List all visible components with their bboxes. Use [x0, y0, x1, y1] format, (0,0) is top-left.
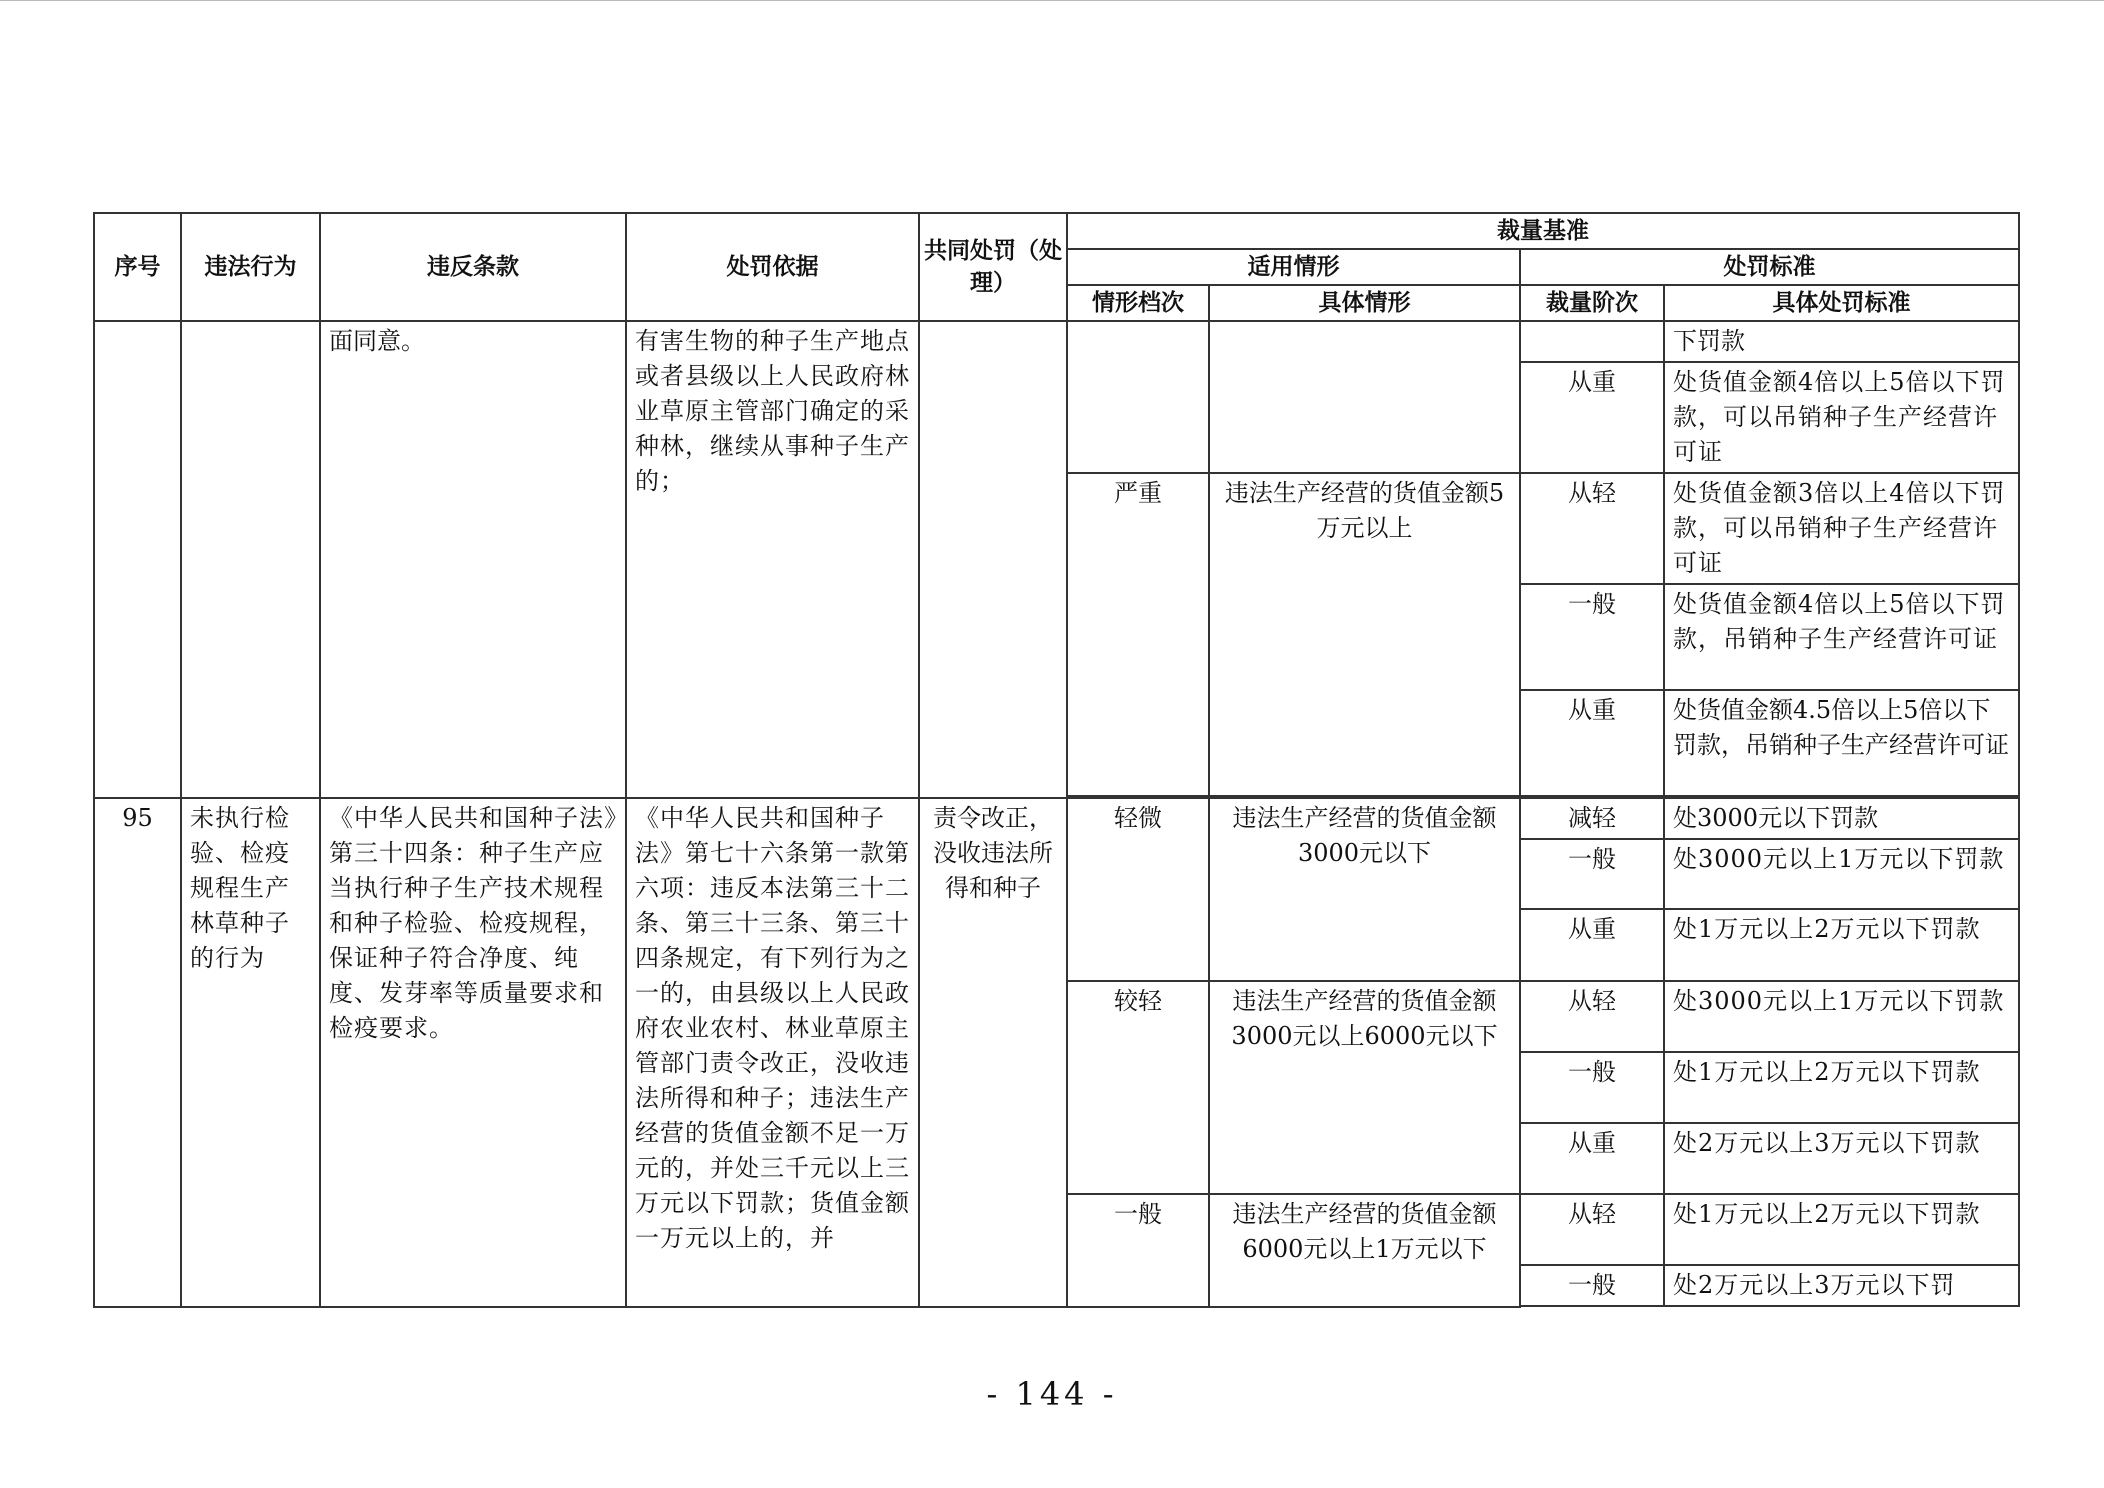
- row95-clause: 《中华人民共和国种子法》第三十四条：种子生产应当执行种子生产技术规程和种子检验、检疫规程，保证种子符合净度、纯度、发芽率等质量要求和检疫要求。: [320, 798, 626, 1307]
- row95-degree-3: 从重: [1520, 909, 1664, 981]
- cont-degree-cell-0: [1520, 321, 1664, 362]
- cont-penalty-cell-2: 处货值金额3倍以上4倍以下罚款，可以吊销种子生产经营许可证: [1664, 473, 2019, 584]
- row95-penalty-4: 处3000元以上1万元以下罚款: [1664, 981, 2019, 1052]
- row95-basis: 《中华人民共和国种子法》第七十六条第一款第六项：违反本法第三十二条、第三十三条、第三十四条规定，有下列行为之一的，由县级以上人民政府农业农村、林业草原主管部门责令改正，没收违法所得和种子；违法生产经营的货值金额不足一万元的，并处三千元以上三万元以下罚款；货值金额一万元以上的，并: [626, 798, 919, 1307]
- cont-penalty-cell-1: 处货值金额4倍以上5倍以下罚款，可以吊销种子生产经营许可证: [1664, 362, 2019, 473]
- row95-situation-minor: 违法生产经营的货值金额3000元以下: [1209, 798, 1520, 981]
- row95-penalty-2: 处3000元以上1万元以下罚款: [1664, 839, 2019, 909]
- row95-seq: 95: [94, 798, 181, 1307]
- cont-seq-cell: [94, 321, 181, 798]
- header-situation-level: 情形档次: [1067, 285, 1209, 321]
- cont-situation-cell: [1209, 321, 1520, 473]
- page-number: - 144 -: [986, 1375, 1118, 1413]
- header-seq: 序号: [94, 213, 181, 321]
- cont-level-cell: [1067, 321, 1209, 473]
- row95-level-lighter: 较轻: [1067, 981, 1209, 1194]
- header-basis: 处罚依据: [626, 213, 919, 321]
- row95-situation-general: 违法生产经营的货值金额6000元以上1万元以下: [1209, 1194, 1520, 1307]
- top-border-line: [0, 0, 2104, 1]
- header-violation: 违法行为: [181, 213, 320, 321]
- row95-degree-7: 从轻: [1520, 1194, 1664, 1265]
- header-specific-penalty: 具体处罚标准: [1664, 285, 2019, 321]
- header-common-penalty: 共同处罚（处理）: [919, 213, 1067, 321]
- row95-penalty-5: 处1万元以上2万元以下罚款: [1664, 1052, 2019, 1123]
- header-penalty-standard: 处罚标准: [1520, 249, 2019, 285]
- cont-penalty-cell-0: 下罚款: [1664, 321, 2019, 362]
- row95-penalty-3: 处1万元以上2万元以下罚款: [1664, 909, 2019, 981]
- row95-level-minor: 轻微: [1067, 798, 1209, 981]
- cont-clause-cell: 面同意。: [320, 321, 626, 798]
- row95-situation-lighter: 违法生产经营的货值金额3000元以上6000元以下: [1209, 981, 1520, 1194]
- cont-degree-cell-2: 从轻: [1520, 473, 1664, 584]
- row95-penalty-6: 处2万元以上3万元以下罚款: [1664, 1123, 2019, 1194]
- cont-situation-severe: 违法生产经营的货值金额5万元以上: [1209, 473, 1520, 796]
- row95-degree-4: 从轻: [1520, 981, 1664, 1052]
- row95-penalty-8: 处2万元以上3万元以下罚: [1664, 1265, 2019, 1306]
- cont-penalty-cell-3: 处货值金额4倍以上5倍以下罚款，吊销种子生产经营许可证: [1664, 584, 2019, 690]
- header-clause: 违反条款: [320, 213, 626, 321]
- row95-penalty-1: 处3000元以下罚款: [1664, 798, 2019, 839]
- row95-common-penalty: 责令改正，没收违法所得和种子: [919, 798, 1067, 1307]
- row95-degree-2: 一般: [1520, 839, 1664, 909]
- header-applicable-situation: 适用情形: [1067, 249, 1520, 285]
- cont-degree-cell-1: 从重: [1520, 362, 1664, 473]
- cont-degree-cell-3: 一般: [1520, 584, 1664, 690]
- row95-degree-6: 从重: [1520, 1123, 1664, 1194]
- penalty-discretion-table: [93, 212, 2019, 1308]
- cont-basis-cell: 有害生物的种子生产地点或者县级以上人民政府林业草原主管部门确定的采种林，继续从事种子生产的；: [626, 321, 919, 798]
- row95-penalty-7: 处1万元以上2万元以下罚款: [1664, 1194, 2019, 1265]
- header-discretion-degree: 裁量阶次: [1520, 285, 1664, 321]
- cont-penalty-cell-4: 处货值金额4.5倍以上5倍以下罚款，吊销种子生产经营许可证: [1664, 690, 2019, 796]
- cont-level-severe: 严重: [1067, 473, 1209, 796]
- row95-degree-5: 一般: [1520, 1052, 1664, 1123]
- row95-degree-1: 减轻: [1520, 798, 1664, 839]
- cont-degree-cell-4: 从重: [1520, 690, 1664, 796]
- header-discretion-standard: 裁量基准: [1067, 213, 2019, 249]
- row95-level-general: 一般: [1067, 1194, 1209, 1307]
- header-specific-situation: 具体情形: [1209, 285, 1520, 321]
- cont-common-cell: [919, 321, 1067, 798]
- cont-violation-cell: [181, 321, 320, 798]
- row95-violation: 未执行检验、检疫规程生产林草种子的行为: [181, 798, 320, 1307]
- row95-degree-8: 一般: [1520, 1265, 1664, 1306]
